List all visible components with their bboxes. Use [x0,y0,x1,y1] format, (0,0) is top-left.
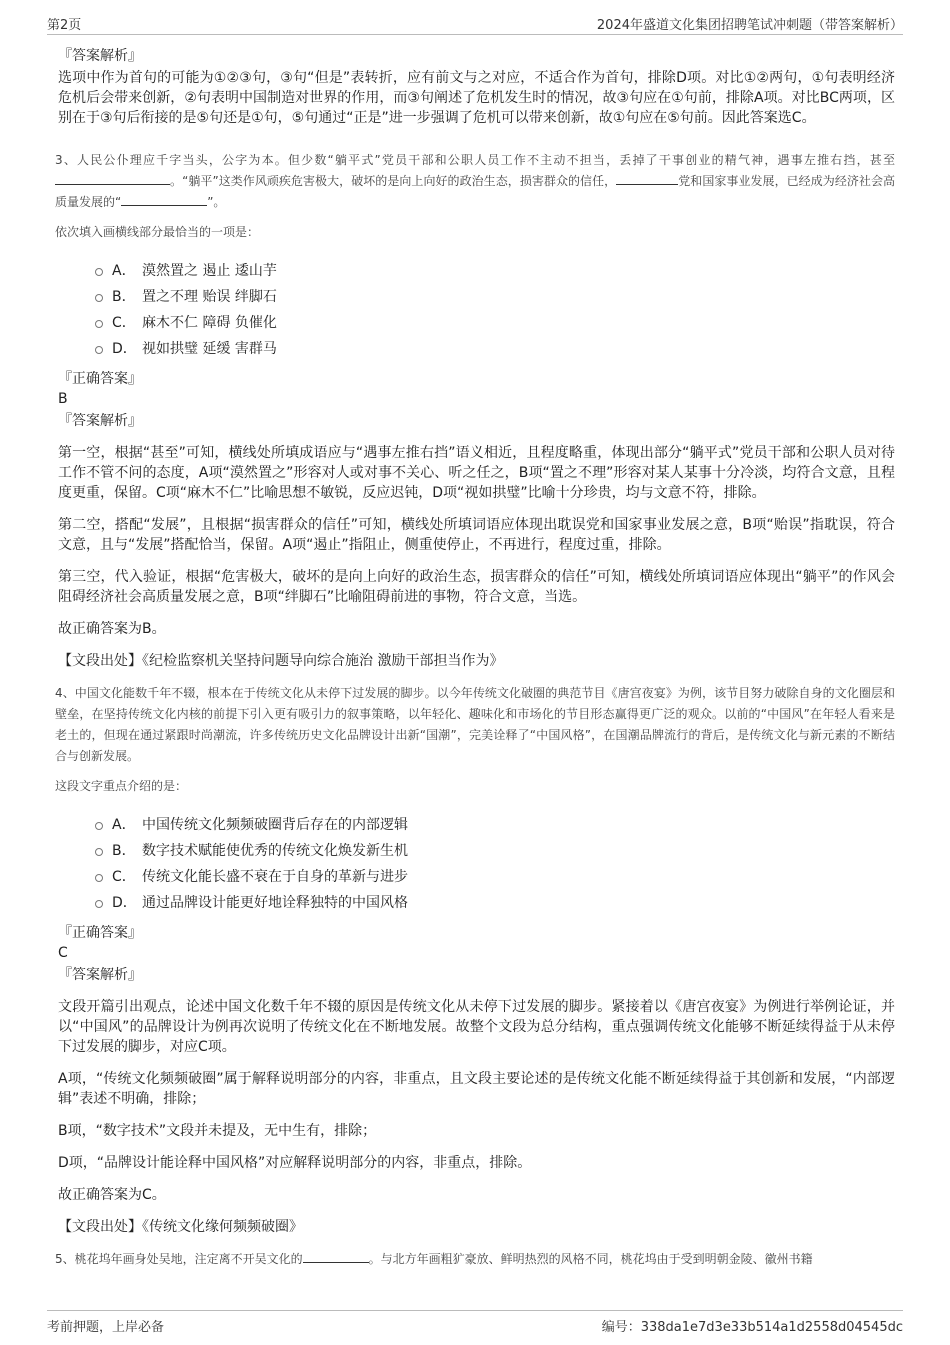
q3-option-a[interactable]: A． 漠然置之 遏止 逶山芋 [95,257,895,283]
radio-icon[interactable] [95,900,103,908]
q4-analysis-1: 文段开篇引出观点，论述中国文化数千年不辍的原因是传统文化从未停下过发展的脚步。紧接着以《唐宫夜宴》为例进行举例论证，并以“中国风”的品牌设计为例再次说明了传统文化在不断地发展。故整个文段为总分结构，重点强调传统文化能够不断延续得益于从未停下过发展的脚步，对应C项。 [58,999,895,1055]
analysis-label: 『答案解析』 [58,48,142,64]
document-title: 2024年盛道文化集团招聘笔试冲刺题（带答案解析） [596,18,903,33]
main-content [55,44,895,1280]
q3-option-c[interactable]: C． 麻木不仁 障碍 负催化 [95,309,895,335]
q3-analysis-3: 第三空，代入验证，根据“危害极大，破坏的是向上向好的政治生态，损害群众的信任”可知，横线处所填词语应体现出“躺平”的作风会阻碍经济社会高质量发展之意，B项“绊脚石”比喻阻碍前进的事物，符合文意，当选。 [58,569,895,605]
q3-options [95,257,895,361]
q3-prompt: 依次填入画横线部分最恰当的一项是： [55,225,260,239]
q4-analysis-2: A项，“传统文化频频破圈”属于解释说明部分的内容，非重点，且文段主要论述的是传统文化能不断延续得益于其创新和发展，“内部逻辑”表述不明确，排除； [58,1071,895,1107]
q3-source: 【文段出处】《纪检监察机关坚持问题导向综合施治 激励干部担当作为》 [58,653,504,669]
q4-source: 【文段出处】《传统文化缘何频频破圈》 [58,1219,303,1235]
radio-icon[interactable] [95,320,103,328]
q4-options [95,811,895,915]
q5-text: 5、桃花坞年画身处吴地，注定离不开吴文化的 。与北方年画粗犷豪放、鲜明热烈的风格不同，桃花坞由于受到明朝金陵、徽州书籍 [55,1252,813,1266]
q4-text: 4、中国文化能数千年不辍，根本在于传统文化从未停下过发展的脚步。以今年传统文化破圈的典范节目《唐宫夜宴》为例，该节目努力破除自身的文化圈层和壁垒，在坚持传统文化内核的前提下引入更有吸引力的叙事策略，以年轻化、趣味化和市场化的节目形态赢得更广泛的观众。以前的“中国风”在年轻人看来是老土的，但现在通过紧跟时尚潮流，许多传统历史文化品牌设计出新“国潮”，完美诠释了“中国风格”，在国潮品牌流行的背后，是传统文化与新元素的不断结合与创新发展。 [55,686,895,763]
blank [121,193,207,206]
q3-conclusion: 故正确答案为B。 [58,621,166,637]
correct-answer-label: 『正确答案』 [58,925,142,941]
q4-option-c[interactable]: C． 传统文化能长盛不衰在于自身的革新与进步 [95,863,895,889]
q3-option-b[interactable]: B． 置之不理 贻误 绊脚石 [95,283,895,309]
radio-icon[interactable] [95,848,103,856]
radio-icon[interactable] [95,822,103,830]
analysis-label: 『答案解析』 [58,413,142,429]
q2-analysis: 选项中作为首句的可能为①②③句，③句“但是”表转折，应有前文与之对应，不适合作为首句，排除D项。对比①②两句，①句表明经济危机后会带来创新，②句表明中国制造对世界的作用，而③句阐述了危机发生时的情况，故③句应在①句前，排除A项。对比BC两项，区别在于③句后衔接的是⑤句还是①句，⑤句通过“正是”进一步强调了危机可以带来创新，故①句应在⑤句前。因此答案选C。 [58,70,895,126]
radio-icon[interactable] [95,346,103,354]
page-number: 第2页 [47,18,82,33]
q4-analysis-4: D项，“品牌设计能诠释中国风格”对应解释说明部分的内容，非重点，排除。 [58,1155,532,1171]
blank [303,1250,369,1263]
radio-icon[interactable] [95,874,103,882]
analysis-label: 『答案解析』 [58,967,142,983]
radio-icon[interactable] [95,268,103,276]
q3-analysis-1: 第一空，根据“甚至”可知，横线处所填成语应与“遇事左推右挡”语义相近，且程度略重，体现出部分“躺平式”党员干部和公职人员对待工作不管不问的态度，A项“漠然置之”形容对人或对事不关心、听之任之，B项“置之不理”形容对某人某事十分冷淡，均符合文意，且程度更重，保留。C项“麻木不仁”比喻思想不敏锐，反应迟钝，D项“视如拱璧”比喻十分珍贵，均与文意不符，排除。 [58,445,895,501]
blank [616,172,678,185]
q3-option-d[interactable]: D． 视如拱璧 延缓 害群马 [95,335,895,361]
q3-text: 3、人民公仆理应千字当头，公字为本。但少数“躺平式”党员干部和公职人员工作不主动不担当，丢掉了干事创业的精气神，遇事左推右挡，甚至。“躺平”这类作风顽疾危害极大，破坏的是向上向好的政治生态，损害群众的信任， 党和国家事业发展，已经成为经济社会高质量发展的“ ”。 [55,153,895,209]
q4-analysis-3: B项，“数字技术”文段并未提及，无中生有，排除； [58,1123,377,1139]
q3-answer: B [58,391,68,407]
q4-prompt: 这段文字重点介绍的是： [55,779,188,793]
q3-analysis-2: 第二空，搭配“发展”，且根据“损害群众的信任”可知，横线处所填词语应体现出耽误党和国家事业发展之意，B项“贻误”指耽误，符合文意，且与“发展”搭配恰当，保留。A项“遏止”指阻止，侧重使停止，不再进行，程度过重，排除。 [58,517,895,553]
q4-conclusion: 故正确答案为C。 [58,1187,166,1203]
blank [55,172,170,185]
page-header [47,12,903,35]
radio-icon[interactable] [95,294,103,302]
correct-answer-label: 『正确答案』 [58,371,142,387]
q4-answer: C [58,945,68,961]
q4-option-b[interactable]: B． 数字技术赋能使优秀的传统文化焕发新生机 [95,837,895,863]
q4-option-d[interactable]: D． 通过品牌设计能更好地诠释独特的中国风格 [95,889,895,915]
footer-slogan: 考前押题，上岸必备 [47,1320,165,1335]
document-code: 编号：338da1e7d3e33b514a1d2558d04545dc [601,1320,903,1335]
page-footer [47,1310,903,1335]
q4-option-a[interactable]: A． 中国传统文化频频破圈背后存在的内部逻辑 [95,811,895,837]
